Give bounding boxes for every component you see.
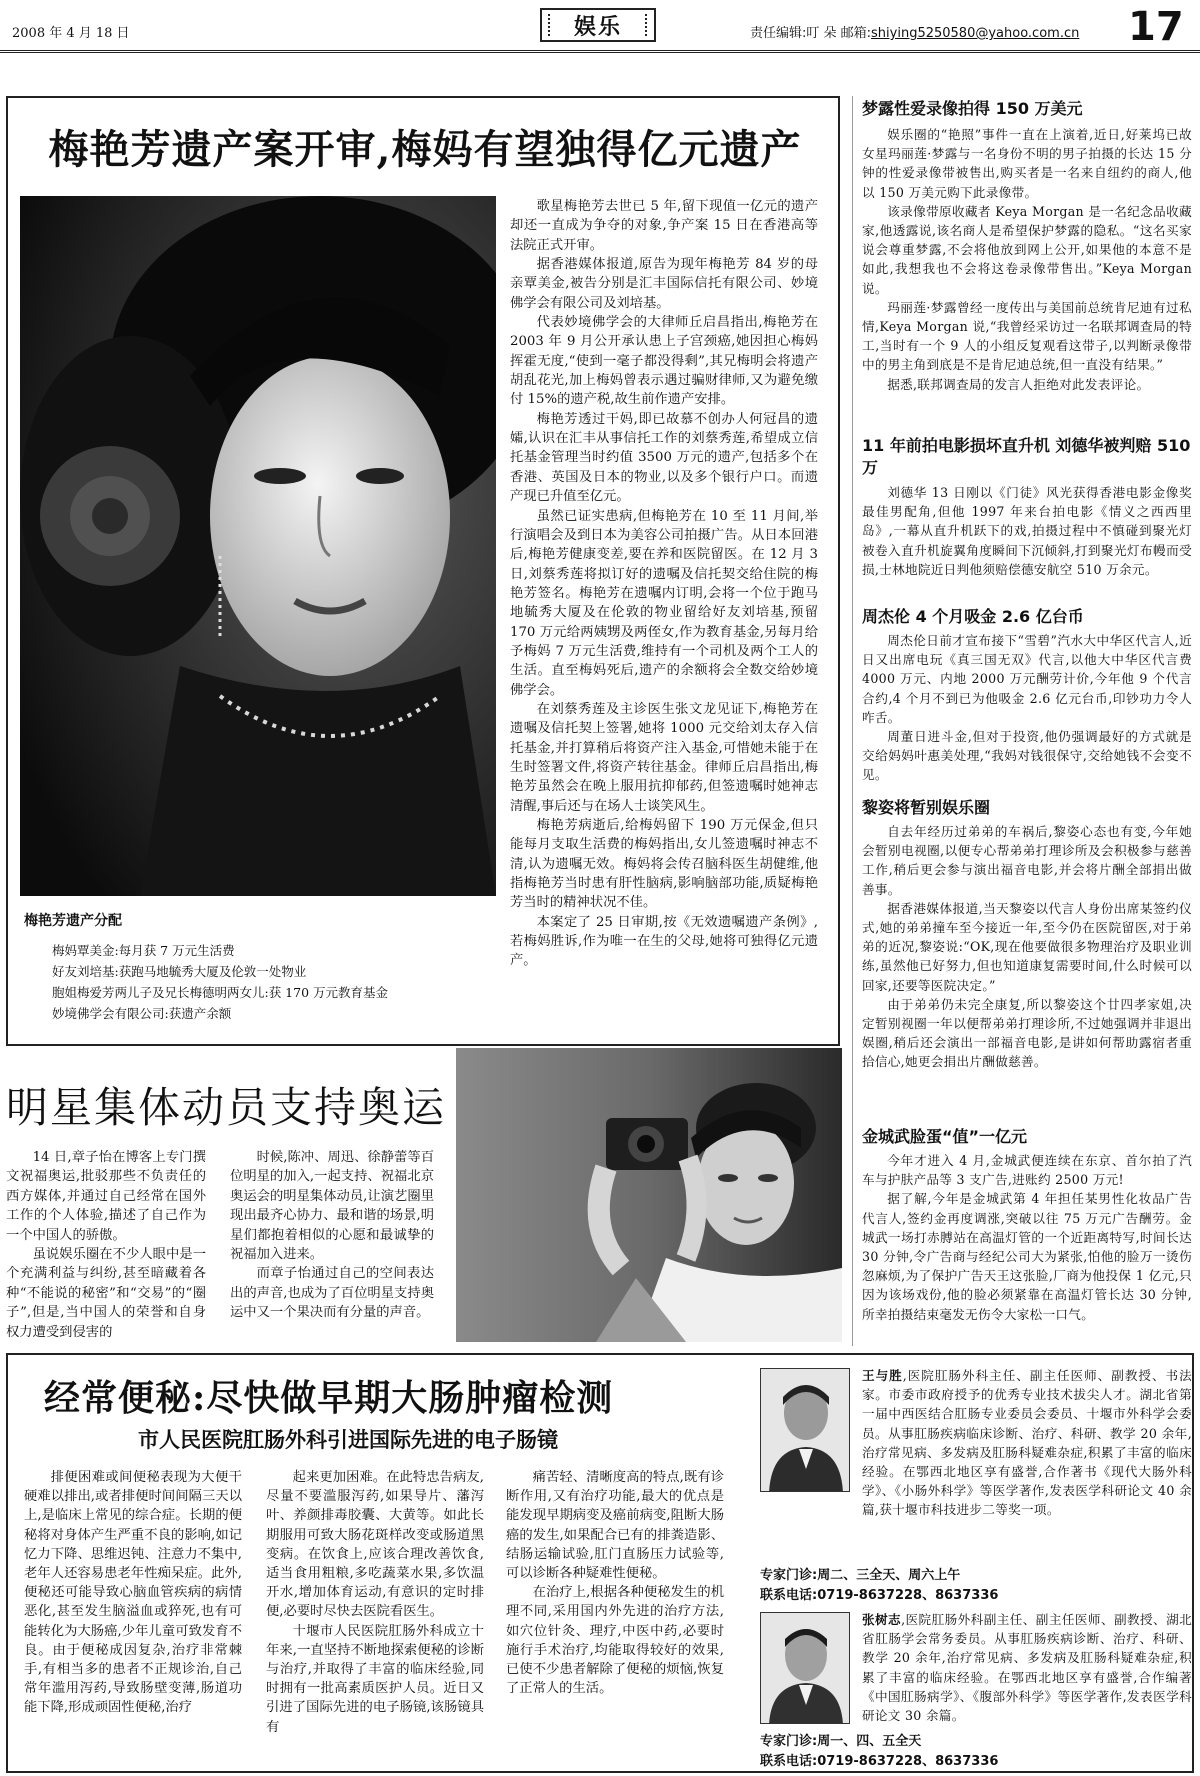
- lead-paragraph: 据香港媒体报道,原告为现年梅艳芳 84 岁的母亲覃美金,被告分别是汇丰国际信托有限公司、妙境佛学会有限公司及刘培基。: [510, 257, 818, 311]
- photo-caption: 梅艳芳遗产分配: [24, 913, 122, 929]
- brief-paragraph: 刘德华 13 日刚以《门徒》风光获得香港电影金像奖最佳男配角,但他 1997 年来台拍电影《情义之西西里岛》,一幕从直升机跃下的戏,拍摄过程中不慎碰到聚光灯被卷入直升机旋翼角度瞬间下沉倾斜,打到聚光灯布幔而受损,士林地院近日判他须赔偿德安航空 510 万余元。: [862, 485, 1192, 577]
- doctor-description: ,医院肛肠外科副主任、副主任医师、副教授、湖北省肛肠学会常务委员。从事肛肠疾病诊断、治疗、科研、教学 20 余年,治疗常见病、多发病及肛肠科疑难杂症,积累了丰富的临床经验。在鄂西北地区享有盛誉,合作编著《中国肛肠病学》、《腹部外科学》等医学著作,发表医学科研论文 30 余篇。: [862, 1612, 1193, 1724]
- lead-headline: 梅艳芳遗产案开审,梅妈有望独得亿元遗产: [48, 126, 802, 173]
- news-brief-2: [862, 435, 1192, 579]
- lead-paragraph: 虽然已证实患病,但梅艳芳在 10 至 11 月间,举行演唱会及到日本为美容公司拍摄广告。从日本回港后,梅艳芳健康变差,要在养和医院留医。在 12 月 3 日,刘蔡秀莲将拟订好的遗嘱及信托契交给住院的梅艳芳签名。梅艳芳在遗嘱内订明,会将一个位于跑马地毓秀大厦及在伦敦的物业留给好友刘培基,预留 170 万元给两姨甥及两侄女,作为教育基金,另每月给予梅妈 7 万元生活费,维持有一个司机及两个工人的生活。直至梅妈死后,遗产的余额将会全数交给妙境佛学会。: [510, 508, 818, 698]
- brief-headline: 11 年前拍电影损坏直升机 刘德华被判赔 510 万: [862, 436, 1191, 477]
- editor-email[interactable]: shiying5250580@yahoo.com.cn: [871, 26, 1080, 41]
- doctor-photo: [760, 1612, 850, 1724]
- news-brief-3: [862, 604, 1192, 785]
- brief-paragraph: 玛丽莲·梦露曾经一度传出与美国前总统肯尼迪有过私情,Keya Morgan 说,“我曾经采访过一名联邦调查局的特工,当时有一个 9 人的小组反复观看这带子,以判断录像带中的男主角到底是不是肯尼迪总统,但一直没有结果。”: [862, 299, 1192, 373]
- page-number: 17: [1128, 4, 1184, 50]
- brief-paragraph: 娱乐圈的“艳照”事件一直在上演着,近日,好莱坞已故女星玛丽莲·梦露与一名身份不明的男子拍摄的长达 15 分钟的性爱录像带被售出,购买者是一名来自纽约的商人,他以 150 万美元购下此录像带。: [862, 127, 1192, 200]
- advertorial-col1: [24, 1468, 242, 1718]
- brief-paragraph: 周董日进斗金,但对于投资,他仍强调最好的方式就是交给妈妈叶惠美处理,“我妈对钱很保守,交给她钱不会变不见。: [862, 729, 1192, 783]
- clinic-hours: 专家门诊:周一、四、五全天: [760, 1734, 922, 1749]
- section-label-text: 娱乐: [573, 13, 622, 40]
- section-dot-left: [548, 14, 551, 36]
- olympic-photo: [456, 1048, 842, 1342]
- lead-photo: [20, 196, 496, 896]
- photographer-illustration: [456, 1048, 842, 1342]
- olympic-headline: 明星集体动员支持奥运: [6, 1083, 447, 1132]
- brief-body: [862, 125, 1192, 394]
- lead-paragraph: 本案定了 25 日审期,按《无效遗嘱遗产条例》,若梅妈胜诉,作为唯一在生的父母,她将可独得亿元遗产。: [510, 914, 818, 969]
- doctor-portrait: [761, 1613, 850, 1724]
- advertorial-col3: [506, 1468, 724, 1698]
- header-rule: [0, 50, 1200, 53]
- allocation-item: 好友刘培基:获跑马地毓秀大厦及伦敦一处物业: [52, 964, 307, 979]
- advertorial-subheadline: 市人民医院肛肠外科引进国际先进的电子肠镜: [138, 1428, 558, 1452]
- brief-body: [862, 1151, 1192, 1324]
- issue-date: 2008 年 4 月 18 日: [12, 26, 130, 41]
- advertorial-paragraph: 十堰市人民医院肛肠外科成立十年来,一直坚持不断地探索便秘的诊断与治疗,并取得了丰富的临床经验,同时拥有一批高素质医护人员。近日又引进了国际先进的电子肠镜,该肠镜具有: [266, 1623, 484, 1735]
- section-label: [540, 8, 656, 42]
- doctor-portrait: [761, 1369, 850, 1492]
- advertorial-paragraph: 排便困难或间便秘表现为大便干硬难以排出,或者排便时间间隔三天以上,是临床上常见的综合症。长期的便秘将对身体产生严重不良的影响,如记忆力下降、思维迟钝、注意力不集中,老年人还容易患老年性痴呆症。此外,便秘还可能导致心脑血管疾病的病情恶化,甚至发生脑溢血或猝死,也有可能转化为大肠癌,少年儿童可致发育不良。由于便秘成因复杂,治疗非常棘手,有相当多的患者不正规诊治,自己常年滥用泻药,导致肠壁变薄,肠道功能下降,形成顽固性便秘,治疗: [24, 1470, 242, 1716]
- brief-headline: 周杰伦 4 个月吸金 2.6 亿台币: [862, 607, 1084, 626]
- doctor-contact: [760, 1566, 1190, 1606]
- allocation-list: [52, 940, 502, 1024]
- lead-paragraph: 梅艳芳透过干妈,即已故慕不创办人何冠昌的遗孀,认识在汇丰从事信托工作的刘蔡秀莲,希望成立信托基金管理当时约值 3500 万元的遗产,包括多个在香港、英国及日本的物业,以及多个银行户口。而遗产现已升值至亿元。: [510, 411, 818, 505]
- advertorial-paragraph: 在治疗上,根据各种便秘发生的机理不同,采用国内外先进的治疗方法,如穴位针灸、理疗,中医中药,必要时施行手术治疗,均能取得较好的效果,已使不少患者解除了便秘的烦恼,恢复了正常人的生活。: [506, 1585, 724, 1697]
- lead-paragraph: 歌星梅艳芳去世已 5 年,留下现值一亿元的遗产却还一直成为争夺的对象,争产案 15 日在香港高等法院正式开审。: [510, 199, 818, 253]
- allocation-item: 妙境佛学会有限公司:获遗产余额: [52, 1006, 232, 1021]
- advertorial-headline: 经常便秘:尽快做早期大肠肿瘤检测: [44, 1377, 614, 1419]
- doctor-bio: [862, 1366, 1192, 1520]
- lead-paragraph: 代表妙境佛学会的大律师丘启昌指出,梅艳芳在 2003 年 9 月公开承认患上子宫颈癌,她因担心梅妈挥霍无度,“使到一毫子都没得剩”,其兄梅明会将遗产胡乱花光,加上梅妈曾表示遇过骗财律师,又为避免缴付 15%的遗产税,故生前作遗产安排。: [510, 315, 818, 408]
- olympic-paragraph: 14 日,章子怡在博客上专门撰文祝福奥运,批驳那些不负责任的西方媒体,并通过自己经常在国外工作的个人体验,描述了自己作为一个中国人的骄傲。: [6, 1150, 206, 1243]
- brief-headline: 金城武脸蛋“值”一亿元: [862, 1127, 1028, 1146]
- brief-paragraph: 由于弟弟仍未完全康复,所以黎姿这个廿四孝家姐,决定暂别视圈一年以便帮弟弟打理诊所,不过她强调并非退出娱圈,稍后还会演出一部福音电影,是讲如何帮助露宿者重拾信心,她更会捐出片酬做慈善。: [862, 996, 1192, 1070]
- advertorial-paragraph: 痛苦轻、清晰度高的特点,既有诊断作用,又有治疗功能,最大的优点是能发现早期病变及癌前病变,阻断大肠癌的发生,如果配合已有的排粪造影、结肠运输试验,肛门直肠压力试验等,可以诊断各种疑难性便秘。: [506, 1470, 724, 1582]
- news-brief-1: [862, 96, 1192, 394]
- brief-paragraph: 该录像带原收藏者 Keya Morgan 是一名纪念品收藏家,他透露说,该名商人是希望保护梦露的隐私。“这名买家说会尊重梦露,不会将他放到网上公开,如果他的本意不是如此,我想我也不会将这卷录像带售出。”Keya Morgan 说。: [862, 203, 1192, 296]
- brief-body: [862, 483, 1192, 579]
- brief-headline: 黎姿将暂别娱乐圈: [862, 798, 991, 817]
- editor-label: 责任编辑:叮 朵 邮箱:: [750, 26, 872, 41]
- portrait-illustration: [20, 196, 496, 896]
- section-dot-right: [645, 14, 648, 36]
- allocation-item: 梅妈覃美金:每月获 7 万元生活费: [52, 943, 235, 958]
- lead-paragraph: 梅艳芳病逝后,给梅妈留下 190 万元保金,但只能每月支取生活费的梅妈指出,女儿签遗嘱时神志不清,认为遗嘱无效。梅妈将会传召脑科医生胡健维,他指梅艳芳当时患有肝性脑病,影响脑部功能,质疑梅艳芳当时的精神状况不佳。: [510, 818, 818, 911]
- doctor-name: 王与胜: [862, 1368, 903, 1383]
- doctor-bio: [862, 1610, 1192, 1725]
- brief-headline: 梦露性爱录像拍得 150 万美元: [862, 99, 1083, 118]
- brief-body: [862, 822, 1192, 1072]
- clinic-hours: 专家门诊:周二、三全天、周六上午: [760, 1568, 961, 1583]
- olympic-body-col1: [6, 1148, 206, 1342]
- lead-paragraph: 在刘蔡秀莲及主诊医生张文龙见证下,梅艳芳在遗嘱及信托契上签署,她将 1000 元交给刘太存入信托基金,并打算稍后将资产注入基金,可惜她未能于在生时签署文件,将资产转往基金。律师丘启昌指出,梅艳芳虽然会在晚上服用抗抑郁药,但签遗嘱时她神志清醒,事后还与在场人士谈笑风生。: [510, 701, 818, 814]
- editor-line: [750, 22, 1079, 41]
- brief-paragraph: 自去年经历过弟弟的车祸后,黎姿心态也有变,今年她会暂别电视圈,以便专心帮弟弟打理诊所及会积极参与慈善工作,稍后更会参与演出福音电影,并会将片酬全部捐出做善事。: [862, 824, 1192, 897]
- allocation-item: 胞姐梅爱芳两儿子及兄长梅德明两女儿:获 170 万元教育基金: [52, 985, 389, 1000]
- news-brief-5: [862, 1124, 1192, 1324]
- brief-paragraph: 周杰伦日前才宣布接下“雪碧”汽水大中华区代言人,近日又出席电玩《真三国无双》代言,以他大中华区代言费 4000 万元、内地 2000 万元酬劳计价,今年他 9 个代言合约,4 个月不到已为他吸金 2.6 亿元台币,印钞功力令人咋舌。: [862, 633, 1192, 725]
- doctor-photo: [760, 1368, 850, 1492]
- olympic-body-col2: [230, 1148, 434, 1323]
- lead-body: [510, 197, 818, 971]
- contact-phone: 联系电话:0719-8637228、8637336: [760, 1754, 999, 1769]
- brief-paragraph: 据香港媒体报道,当天黎姿以代言人身份出席某签约仪式,她的弟弟撞车至今接近一年,至今仍在医院留医,对于弟弟的近况,黎姿说:“OK,现在他要做很多物理治疗及职业训练,虽然他已好努力,但也知道康复需要时间,什么时候可以回家,还要等医院决定。”: [862, 900, 1192, 993]
- brief-body: [862, 631, 1192, 785]
- doctor-description: ,医院肛肠外科主任、副主任医师、副教授、书法家。市委市政府授予的优秀专业技术拔尖人才。湖北省第一届中西医结合肛肠专业委员会委员、十堰市外科学会委员。从事肛肠疾病临床诊断、治疗、科研、教学 20 余年,治疗常见病、多发病及肛肠科疑难杂症,积累了丰富的临床经验。在鄂西北地区享有盛誉,合作著书《现代大肠外科学》、《小肠外科学》等医学著作,发表医学科研论文 40 余篇,获十堰市科技进步二等奖一项。: [862, 1368, 1192, 1518]
- brief-paragraph: 据悉,联邦调查局的发言人拒绝对此发表评论。: [887, 376, 1150, 392]
- advertorial-paragraph: 起来更加困难。在此特忠告病友,尽量不要滥服泻药,如果导片、藩泻叶、养颜排毒胶囊、大黄等。如此长期服用可致大肠花斑样改变或肠道黑变病。在饮食上,应该合理改善饮食,适当食用粗粮,多吃蔬菜水果,多饮温开水,增加体育运动,有意识的定时排便,必要时尽快去医院看医生。: [266, 1470, 484, 1620]
- olympic-paragraph: 时候,陈冲、周迅、徐静蕾等百位明星的加入,一起支持、祝福北京奥运会的明星集体动员,让演艺圈里现出最齐心协力、最和谐的场景,明星们都抱着相似的心愿和最诚挚的祝福加入进来。: [230, 1150, 434, 1263]
- doctor-contact: [760, 1732, 1190, 1772]
- column-rule: [852, 96, 853, 1346]
- olympic-paragraph: 虽说娱乐圈在不少人眼中是一个充满利益与纠纷,甚至暗藏着各种“不能说的秘密”和“交易”的“圈子”,但是,当中国人的荣誉和自身权力遭受到侵害的: [6, 1247, 206, 1340]
- contact-phone: 联系电话:0719-8637228、8637336: [760, 1588, 999, 1603]
- doctor-name: 张树志: [862, 1612, 902, 1627]
- advertorial-col2: [266, 1468, 484, 1737]
- olympic-paragraph: 而章子怡通过自己的空间表达出的声音,也成为了百位明星支持奥运中又一个果决而有分量的声音。: [230, 1266, 434, 1321]
- brief-paragraph: 据了解,今年是金城武第 4 年担任某男性化妆品广告代言人,签约金再度调涨,突破以往 75 万元广告酬劳。金城武一场打赤膊站在高温灯管的一个近距离特写,时间长达 30 分钟,令广告商与经纪公司大为紧张,怕他的脸万一烫伤忽麻烦,为了保护广告天王这张脸,厂商为他投保 1 亿元,只因为该场戏份,他的脸必须紧靠在高温灯管长达 30 分钟,所幸拍摄结束毫发无伤令大家松一口气。: [862, 1191, 1192, 1322]
- brief-paragraph: 今年才进入 4 月,金城武便连续在东京、首尔拍了汽车与护肤产品等 3 支广告,进账约 2500 万元!: [862, 1153, 1192, 1188]
- news-brief-4: [862, 795, 1192, 1072]
